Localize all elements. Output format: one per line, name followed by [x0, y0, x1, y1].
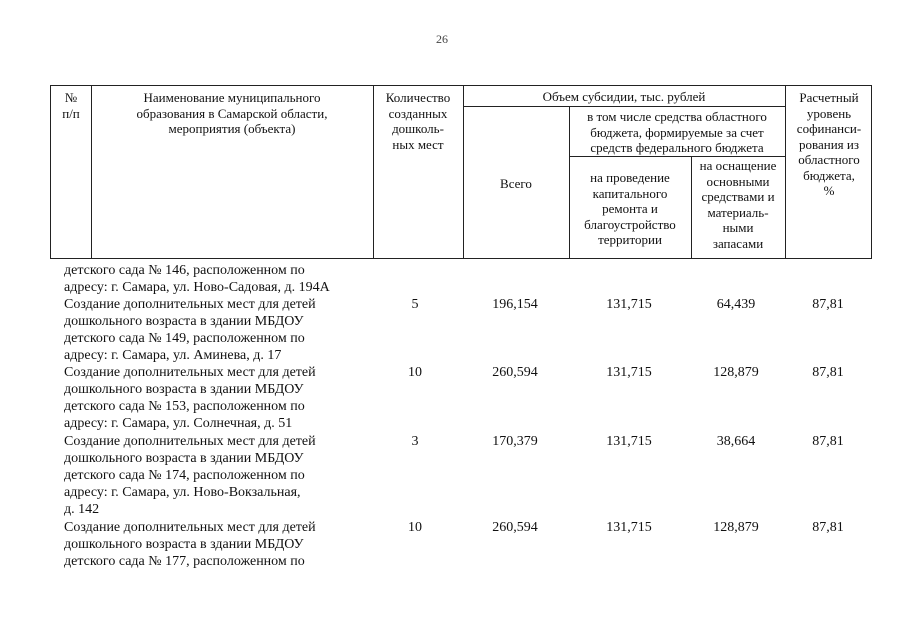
row-count: 10 [408, 520, 422, 535]
header-total: Всего [500, 176, 532, 191]
row-capital: 131,715 [606, 434, 652, 449]
row-name: детского сада № 146, расположенном по адресу: г. Самара, ул. Ново-Садовая, д. 194А [64, 263, 330, 295]
header-rate: Расчетный уровень софинанси- рования из областного бюджета, % [796, 90, 862, 198]
row-rate: 87,81 [812, 365, 844, 380]
header-subsidy: Объем субсидии, тыс. рублей [542, 89, 706, 104]
row-capital: 131,715 [606, 297, 652, 312]
row-count: 3 [411, 434, 419, 449]
page-number: 26 [436, 32, 448, 46]
row-total: 170,379 [492, 434, 538, 449]
header-num: № п/п [62, 90, 80, 121]
row-equipment: 128,879 [713, 520, 759, 535]
row-name: Создание дополнительных мест для детей дошкольного возраста в здании МБДОУ детского сада № 177, расположенном по [64, 520, 316, 569]
row-name: Создание дополнительных мест для детей дошкольного возраста в здании МБДОУ детского сада № 149, расположенном по адресу: г. Самара, ул. Аминева, д. 17 [64, 297, 316, 363]
row-rate: 87,81 [812, 297, 844, 312]
row-total: 260,594 [492, 520, 538, 535]
header-incl: в том числе средства областного бюджета, формируемые за счет средств федерального бюджета [587, 109, 767, 155]
header-equipment: на оснащение основными средствами и материаль- ными запасами [699, 158, 777, 251]
table-row [50, 262, 872, 296]
table-row [50, 296, 872, 364]
row-name: Создание дополнительных мест для детей дошкольного возраста в здании МБДОУ детского сада № 153, расположенном по адресу: г. Самара, ул. Солнечная, д. 51 [64, 365, 316, 431]
header-name: Наименование муниципального образования в Самарской области, мероприятия (объекта) [136, 90, 328, 136]
row-capital: 131,715 [606, 520, 652, 535]
row-equipment: 128,879 [713, 365, 759, 380]
row-total: 260,594 [492, 365, 538, 380]
row-capital: 131,715 [606, 365, 652, 380]
row-name: Создание дополнительных мест для детей дошкольного возраста в здании МБДОУ детского сада № 174, расположенном по адресу: г. Самара, ул. Ново-Вокзальная, д. 142 [64, 434, 316, 517]
table-row [50, 364, 872, 433]
row-equipment: 64,439 [716, 297, 756, 312]
row-rate: 87,81 [812, 520, 844, 535]
header-count: Количество созданных дошколь- ных мест [385, 90, 451, 152]
table-row [50, 519, 872, 571]
table-body [50, 262, 872, 571]
row-total: 196,154 [492, 297, 538, 312]
table-header [50, 85, 872, 259]
row-count: 5 [411, 297, 419, 312]
table-row [50, 433, 872, 519]
row-count: 10 [408, 365, 422, 380]
row-equipment: 38,664 [716, 434, 756, 449]
header-capital: на проведение капитального ремонта и благоустройство территории [584, 170, 676, 247]
row-rate: 87,81 [812, 434, 844, 449]
